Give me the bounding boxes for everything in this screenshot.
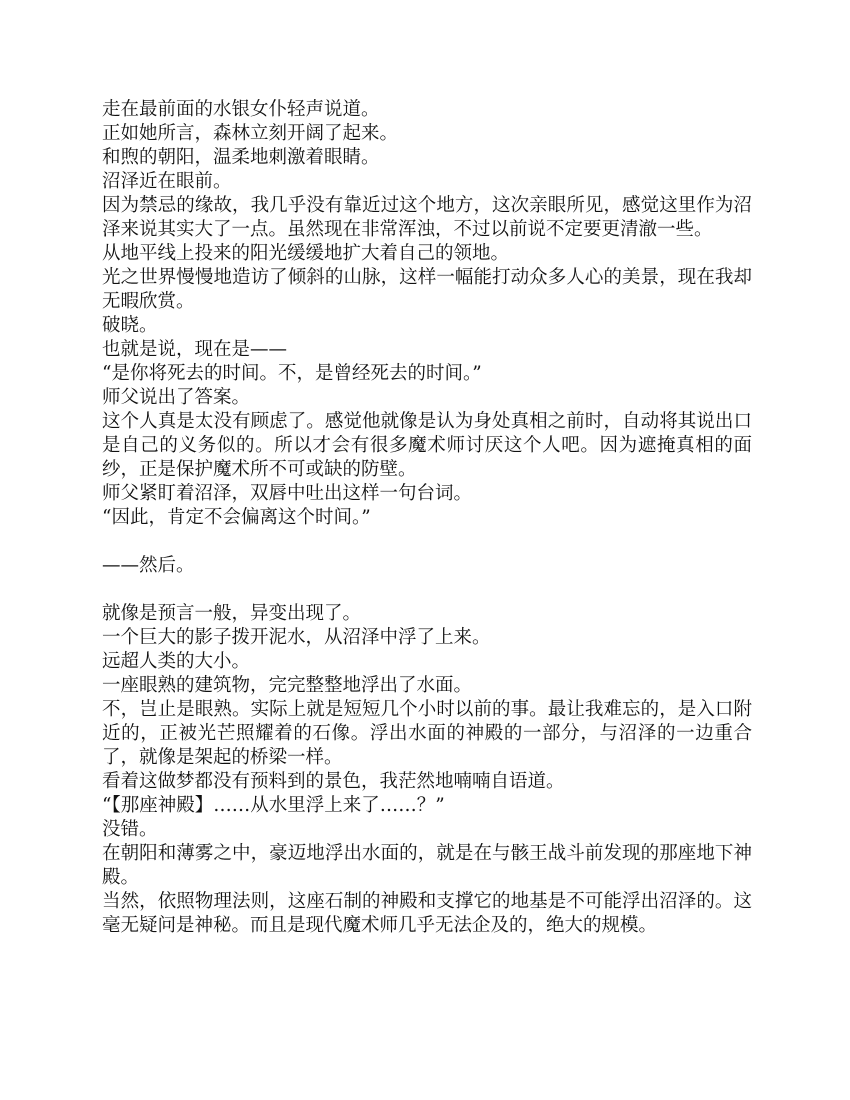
paragraph: 一座眼熟的建筑物，完完整整地浮出了水面。 [102, 675, 473, 696]
paragraph: 正如她所言，森林立刻开阔了起来。 [102, 123, 399, 144]
paragraph: 走在最前面的水银女仆轻声说道。 [102, 99, 380, 120]
blank-line [102, 530, 752, 554]
paragraph: 师父紧盯着沼泽，双唇中吐出这样一句台词。 [102, 483, 473, 504]
paragraph: 光之世界慢慢地造访了倾斜的山脉，这样一幅能打动众多人心的美景，现在我却无暇欣赏。 [102, 267, 752, 312]
paragraph: 和煦的朝阳，温柔地刺激着眼睛。 [102, 147, 380, 168]
paragraph: 远超人类的大小。 [102, 651, 251, 672]
document-page [102, 98, 752, 938]
paragraph: 破晓。 [102, 315, 158, 336]
paragraph: 在朝阳和薄雾之中，豪迈地浮出水面的，就是在与骸王战斗前发现的那座地下神殿。 [102, 843, 752, 888]
paragraph: 师父说出了答案。 [102, 387, 251, 408]
quote-paragraph: “是你将死去的时间。不，是曾经死去的时间。” [102, 363, 482, 384]
paragraph: 当然，依照物理法则，这座石制的神殿和支撑它的地基是不可能浮出沼泽的。这毫无疑问是神秘。而且是现代魔术师几乎无法企及的，绝大的规模。 [102, 891, 752, 936]
quote-paragraph: “因此，肯定不会偏离这个时间。” [102, 507, 371, 528]
quote-paragraph: “【那座神殿】……从水里浮上来了……？” [102, 795, 445, 816]
paragraph: 就像是预言一般，异变出现了。 [102, 603, 362, 624]
blank-line [102, 578, 752, 602]
paragraph: 没错。 [102, 819, 158, 840]
paragraph: 不，岂止是眼熟。实际上就是短短几个小时以前的事。最让我难忘的，是入口附近的，正被光芒照耀着的石像。浮出水面的神殿的一部分，与沼泽的一边重合了，就像是架起的桥梁一样。 [102, 699, 752, 768]
paragraph: 沼泽近在眼前。 [102, 171, 232, 192]
scene-break-paragraph: ——然后。 [102, 555, 195, 576]
paragraph: 这个人真是太没有顾虑了。感觉他就像是认为身处真相之前时，自动将其说出口是自己的义务似的。所以才会有很多魔术师讨厌这个人吧。因为遮掩真相的面纱，正是保护魔术所不可或缺的防壁。 [102, 411, 752, 480]
paragraph: 从地平线上投来的阳光缓缓地扩大着自己的领地。 [102, 243, 510, 264]
paragraph: 也就是说，现在是—— [102, 339, 288, 360]
paragraph: 看着这做梦都没有预料到的景色，我茫然地喃喃自语道。 [102, 771, 565, 792]
paragraph: 因为禁忌的缘故，我几乎没有靠近过这个地方，这次亲眼所见，感觉这里作为沼泽来说其实大了一点。虽然现在非常浑浊，不过以前说不定要更清澈一些。 [102, 195, 752, 240]
paragraph: 一个巨大的影子拨开泥水，从沼泽中浮了上来。 [102, 627, 491, 648]
